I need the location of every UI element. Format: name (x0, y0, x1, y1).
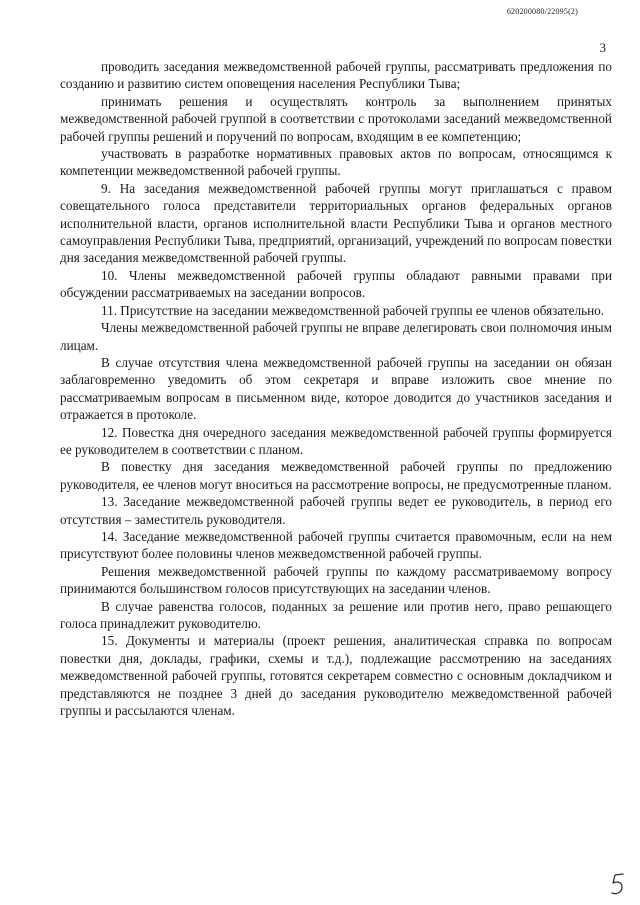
paragraph: принимать решения и осуществлять контроль за выполнением принятых межведомственной рабочей группой в соответствии с протоколами заседаний межведомственной рабочей группы решений и поручений по вопросам, входящим в ее компетенцию; (60, 93, 612, 144)
paragraph: 12. Повестка дня очередного заседания межведомственной рабочей группы формируется ее руководителем в соответствии с планом. (60, 424, 612, 457)
document-code: 620200080/22095(2) (506, 7, 578, 16)
paragraph: Решения межведомственной рабочей группы по каждому рассматриваемому вопросу принимаются большинством голосов присутствующих на заседании членов. (60, 563, 612, 597)
paragraph: 10. Члены межведомственной рабочей группы обладают равными правами при обсуждении рассматриваемых на заседании вопросов. (60, 267, 612, 301)
paragraph: 13. Заседание межведомственной рабочей группы ведет ее руководитель, в период его отсутствия – заместитель руководителя. (60, 494, 612, 527)
paragraph: 15. Документы и материалы (проект решения, аналитическая справка по вопросам повестки дня, доклады, графики, схемы и т.д.), подлежащие рассмотрению на заседаниях межведомственной рабочей группы, готовятся секретарем совместно с основным докладчиком и представляются не позднее 3 дней до заседания руководителю межведомственной рабочей группы и рассылаются членам. (60, 633, 612, 719)
paragraph: 9. На заседания межведомственной рабочей группы могут приглашаться с правом совещательного голоса представители территориальных органов федеральных органов исполнительной власти, органов исполнительной власти Республики Тыва и органов местного самоуправления Республики Тыва, предприятий, организаций, учреждений по вопросам повестки дня заседания межведомственной рабочей группы. (60, 180, 612, 266)
paragraph: участвовать в разработке нормативных правовых актов по вопросам, относящимся к компетенции межведомственной рабочей группы. (60, 146, 612, 179)
paragraph: проводить заседания межведомственной рабочей группы, рассматривать предложения по созданию и развитию систем оповещения населения Республики Тыва; (60, 59, 612, 92)
document-body (60, 58, 612, 719)
paragraph: В случае равенства голосов, поданных за решение или против него, право решающего голоса принадлежит руководителю. (60, 598, 612, 631)
paragraph: В случае отсутствия члена межведомственной рабочей группы на заседании он обязан заблаговременно уведомить об этом секретаря и вправе изложить свое мнение по рассматриваемым вопросам в письменном виде, которое доводится до участников заседания и отражается в протоколе. (60, 354, 612, 423)
paragraph: В повестку дня заседания межведомственной рабочей группы по предложению руководителя, ее членов могут вноситься на рассмотрение вопросы, не предусмотренные планом. (60, 459, 612, 492)
paragraph: Члены межведомственной рабочей группы не вправе делегировать свои полномочия иным лицам. (60, 320, 612, 353)
page-number: 3 (599, 40, 606, 55)
paragraph: 14. Заседание межведомственной рабочей группы считается правомочным, если на нем присутствуют более половины членов межведомственной рабочей группы. (60, 528, 612, 562)
handwritten-page-mark (608, 871, 628, 897)
paragraph: 11. Присутствие на заседании межведомственной рабочей группы ее членов обязательно. (101, 302, 605, 318)
